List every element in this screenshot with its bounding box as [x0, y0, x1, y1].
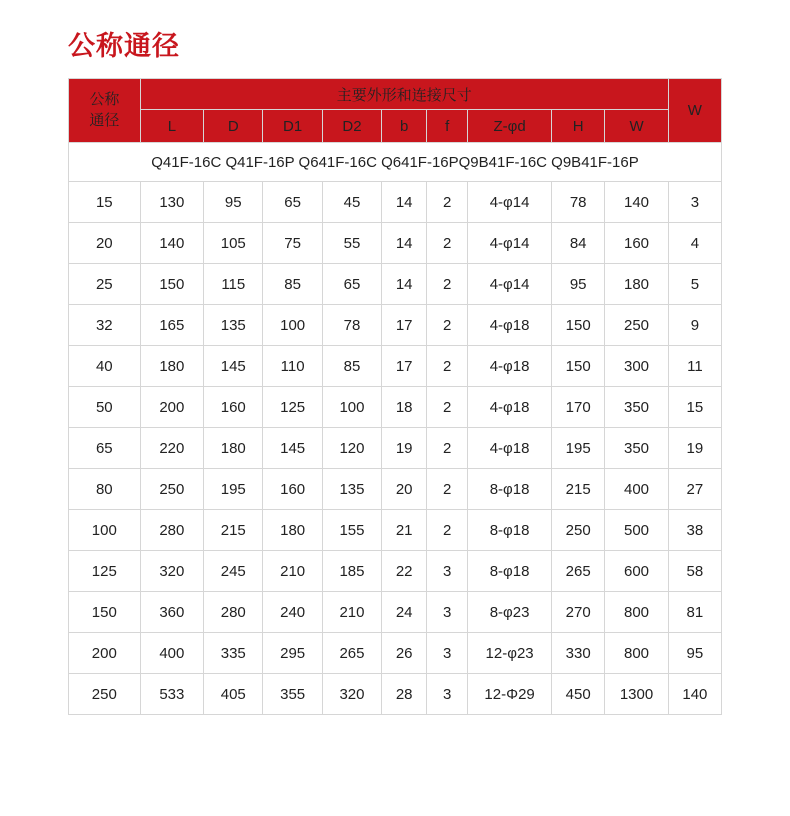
cell-weight: 9 — [668, 305, 721, 346]
cell-d1: 160 — [263, 469, 322, 510]
cell-weight: 3 — [668, 182, 721, 223]
cell-d: 280 — [204, 592, 263, 633]
cell-w: 1300 — [605, 674, 668, 715]
cell-f: 2 — [427, 305, 468, 346]
header-col-h: H — [552, 110, 605, 143]
cell-d: 335 — [204, 633, 263, 674]
cell-f: 2 — [427, 387, 468, 428]
cell-l: 360 — [140, 592, 203, 633]
cell-d2: 45 — [322, 182, 381, 223]
table-header — [69, 79, 722, 143]
cell-w: 140 — [605, 182, 668, 223]
table-row — [69, 346, 722, 387]
cell-b: 19 — [382, 428, 427, 469]
cell-f: 2 — [427, 469, 468, 510]
table-row — [69, 551, 722, 592]
cell-weight: 11 — [668, 346, 721, 387]
cell-b: 17 — [382, 346, 427, 387]
header-row-group — [69, 79, 722, 110]
cell-f: 3 — [427, 674, 468, 715]
cell-d2: 55 — [322, 223, 381, 264]
cell-zd: 4-φ14 — [468, 264, 552, 305]
cell-h: 78 — [552, 182, 605, 223]
cell-f: 2 — [427, 264, 468, 305]
cell-zd: 8-φ18 — [468, 510, 552, 551]
cell-f: 2 — [427, 346, 468, 387]
cell-d1: 355 — [263, 674, 322, 715]
cell-b: 22 — [382, 551, 427, 592]
cell-d1: 210 — [263, 551, 322, 592]
cell-weight: 27 — [668, 469, 721, 510]
cell-d1: 100 — [263, 305, 322, 346]
cell-l: 220 — [140, 428, 203, 469]
table-row — [69, 592, 722, 633]
header-col-b: b — [382, 110, 427, 143]
cell-dn: 100 — [69, 510, 141, 551]
header-nominal-diameter — [69, 79, 141, 143]
cell-h: 84 — [552, 223, 605, 264]
header-nominal-diameter-line2: 通径 — [89, 111, 120, 129]
cell-f: 2 — [427, 182, 468, 223]
cell-w: 300 — [605, 346, 668, 387]
cell-weight: 5 — [668, 264, 721, 305]
cell-zd: 8-φ18 — [468, 551, 552, 592]
cell-h: 215 — [552, 469, 605, 510]
table-row — [69, 428, 722, 469]
cell-zd: 4-φ18 — [468, 346, 552, 387]
cell-d: 105 — [204, 223, 263, 264]
cell-w: 350 — [605, 387, 668, 428]
cell-d: 195 — [204, 469, 263, 510]
cell-w: 160 — [605, 223, 668, 264]
cell-f: 2 — [427, 510, 468, 551]
cell-d1: 110 — [263, 346, 322, 387]
cell-w: 350 — [605, 428, 668, 469]
table-row — [69, 182, 722, 223]
cell-dn: 80 — [69, 469, 141, 510]
cell-d: 180 — [204, 428, 263, 469]
cell-d2: 120 — [322, 428, 381, 469]
cell-b: 17 — [382, 305, 427, 346]
cell-d1: 180 — [263, 510, 322, 551]
cell-zd: 4-φ14 — [468, 182, 552, 223]
models-row — [69, 143, 722, 182]
cell-b: 24 — [382, 592, 427, 633]
cell-weight: 38 — [668, 510, 721, 551]
table-row — [69, 674, 722, 715]
cell-weight: 81 — [668, 592, 721, 633]
cell-dn: 65 — [69, 428, 141, 469]
header-nominal-diameter-line1: 公称 — [89, 91, 120, 109]
models-list: Q41F-16C Q41F-16P Q641F-16C Q641F-16PQ9B41F-16C Q9B41F-16P — [69, 143, 722, 182]
cell-d: 160 — [204, 387, 263, 428]
cell-d2: 100 — [322, 387, 381, 428]
cell-d: 215 — [204, 510, 263, 551]
cell-d2: 78 — [322, 305, 381, 346]
cell-h: 150 — [552, 346, 605, 387]
cell-l: 250 — [140, 469, 203, 510]
header-col-d2: D2 — [322, 110, 381, 143]
cell-l: 130 — [140, 182, 203, 223]
cell-dn: 125 — [69, 551, 141, 592]
cell-b: 20 — [382, 469, 427, 510]
cell-b: 14 — [382, 182, 427, 223]
cell-f: 2 — [427, 223, 468, 264]
cell-b: 14 — [382, 223, 427, 264]
cell-h: 450 — [552, 674, 605, 715]
cell-zd: 8-φ23 — [468, 592, 552, 633]
cell-f: 3 — [427, 633, 468, 674]
cell-d1: 295 — [263, 633, 322, 674]
cell-d2: 135 — [322, 469, 381, 510]
cell-b: 14 — [382, 264, 427, 305]
cell-l: 200 — [140, 387, 203, 428]
cell-dn: 40 — [69, 346, 141, 387]
cell-d1: 240 — [263, 592, 322, 633]
cell-l: 140 — [140, 223, 203, 264]
cell-l: 280 — [140, 510, 203, 551]
cell-d1: 75 — [263, 223, 322, 264]
cell-w: 180 — [605, 264, 668, 305]
specification-table — [68, 78, 722, 715]
cell-zd: 12-φ23 — [468, 633, 552, 674]
cell-f: 2 — [427, 428, 468, 469]
spec-table-container — [68, 78, 722, 715]
header-col-w: W — [605, 110, 668, 143]
cell-dn: 20 — [69, 223, 141, 264]
header-row-subs — [69, 110, 722, 143]
header-dimensions-group: 主要外形和连接尺寸 — [140, 79, 668, 110]
cell-zd: 8-φ18 — [468, 469, 552, 510]
cell-b: 28 — [382, 674, 427, 715]
cell-h: 330 — [552, 633, 605, 674]
cell-b: 21 — [382, 510, 427, 551]
header-col-zd: Z-φd — [468, 110, 552, 143]
cell-l: 400 — [140, 633, 203, 674]
cell-d1: 145 — [263, 428, 322, 469]
cell-l: 533 — [140, 674, 203, 715]
header-col-d: D — [204, 110, 263, 143]
cell-d2: 85 — [322, 346, 381, 387]
cell-h: 150 — [552, 305, 605, 346]
cell-l: 320 — [140, 551, 203, 592]
header-col-f: f — [427, 110, 468, 143]
cell-d: 145 — [204, 346, 263, 387]
table-row — [69, 469, 722, 510]
table-body — [69, 143, 722, 715]
cell-w: 800 — [605, 592, 668, 633]
cell-zd: 12-Φ29 — [468, 674, 552, 715]
cell-d1: 65 — [263, 182, 322, 223]
cell-l: 180 — [140, 346, 203, 387]
cell-f: 3 — [427, 592, 468, 633]
cell-zd: 4-φ18 — [468, 387, 552, 428]
cell-d2: 65 — [322, 264, 381, 305]
cell-h: 195 — [552, 428, 605, 469]
cell-dn: 150 — [69, 592, 141, 633]
cell-h: 95 — [552, 264, 605, 305]
cell-d: 115 — [204, 264, 263, 305]
cell-h: 170 — [552, 387, 605, 428]
cell-weight: 15 — [668, 387, 721, 428]
cell-weight: 58 — [668, 551, 721, 592]
table-row — [69, 264, 722, 305]
cell-d1: 85 — [263, 264, 322, 305]
cell-w: 400 — [605, 469, 668, 510]
cell-d2: 185 — [322, 551, 381, 592]
cell-dn: 50 — [69, 387, 141, 428]
cell-h: 265 — [552, 551, 605, 592]
cell-f: 3 — [427, 551, 468, 592]
header-weight: W — [668, 79, 721, 143]
page-title: 公称通径 — [68, 31, 180, 61]
cell-d: 405 — [204, 674, 263, 715]
cell-d2: 210 — [322, 592, 381, 633]
cell-d: 135 — [204, 305, 263, 346]
cell-weight: 4 — [668, 223, 721, 264]
cell-d1: 125 — [263, 387, 322, 428]
cell-d: 95 — [204, 182, 263, 223]
cell-zd: 4-φ14 — [468, 223, 552, 264]
cell-h: 250 — [552, 510, 605, 551]
table-row — [69, 305, 722, 346]
cell-b: 26 — [382, 633, 427, 674]
cell-d2: 320 — [322, 674, 381, 715]
cell-d2: 265 — [322, 633, 381, 674]
cell-l: 150 — [140, 264, 203, 305]
cell-dn: 250 — [69, 674, 141, 715]
cell-w: 600 — [605, 551, 668, 592]
table-row — [69, 387, 722, 428]
cell-d2: 155 — [322, 510, 381, 551]
cell-zd: 4-φ18 — [468, 428, 552, 469]
cell-dn: 32 — [69, 305, 141, 346]
cell-dn: 200 — [69, 633, 141, 674]
header-col-l: L — [140, 110, 203, 143]
table-row — [69, 510, 722, 551]
cell-dn: 25 — [69, 264, 141, 305]
cell-b: 18 — [382, 387, 427, 428]
cell-w: 500 — [605, 510, 668, 551]
cell-h: 270 — [552, 592, 605, 633]
cell-d: 245 — [204, 551, 263, 592]
header-col-d1: D1 — [263, 110, 322, 143]
cell-weight: 19 — [668, 428, 721, 469]
cell-w: 250 — [605, 305, 668, 346]
table-row — [69, 633, 722, 674]
table-row — [69, 223, 722, 264]
cell-w: 800 — [605, 633, 668, 674]
cell-zd: 4-φ18 — [468, 305, 552, 346]
cell-weight: 140 — [668, 674, 721, 715]
cell-weight: 95 — [668, 633, 721, 674]
cell-dn: 15 — [69, 182, 141, 223]
cell-l: 165 — [140, 305, 203, 346]
